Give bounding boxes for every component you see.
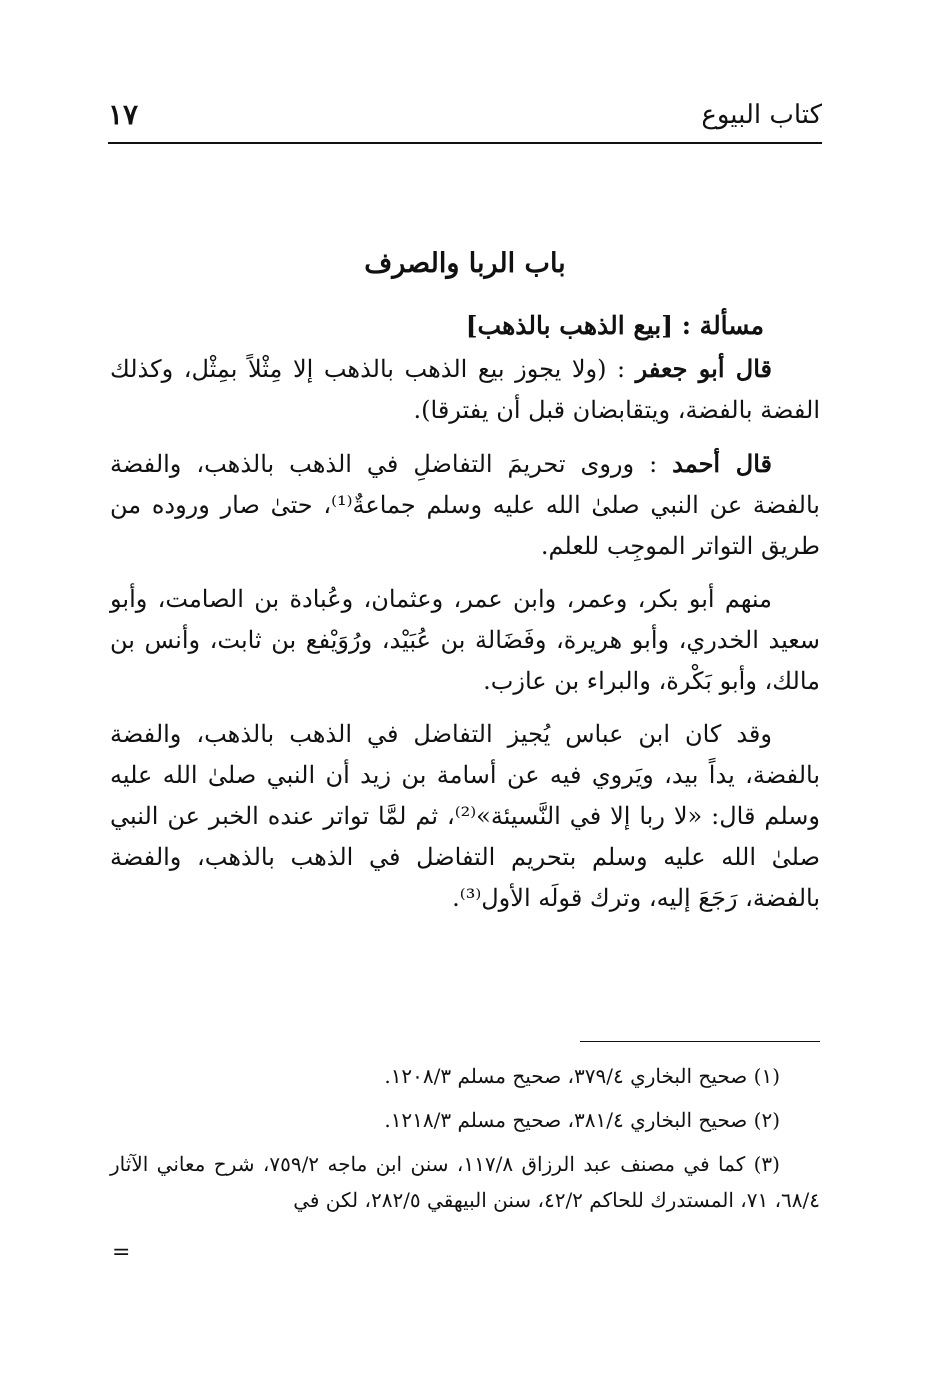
footnotes — [110, 1058, 820, 1226]
continuation-mark: = — [112, 1240, 131, 1265]
footnote: (٣) كما في مصنف عبد الرزاق ١١٧/٨، سنن ابن ماجه ٧٥٩/٢، شرح معاني الآثار ٦٨/٤، ٧١، المستدرك للحاكم ٤٢/٢، سنن البيهقي ٢٨٢/٥، لكن في — [110, 1152, 820, 1212]
footnote-divider — [580, 1041, 820, 1042]
paragraph-text: منهم أبو بكر، وعمر، وابن عمر، وعثمان، وعُبادة بن الصامت، وأبو سعيد الخدري، وأبو هريرة، وفَضَالة بن عُبَيْد، ورُوَيْفع بن ثابت، وأنس بن مالك، وأبو بَكْرة، والبراء بن عازب. — [110, 585, 820, 695]
main-text — [110, 248, 820, 931]
paragraph — [110, 443, 820, 567]
chapter-title: باب الربا والصرف — [364, 248, 566, 279]
speaker-label: قال أبو جعفر — [635, 354, 772, 383]
paragraph-text: : وروى تحريمَ التفاضلِ في الذهب بالذهب، والفضة بالفضة عن النبي صلىٰ الله عليه وسلم جماعةٌ⁽¹⁾، حتىٰ صار وروده من طريق التواتر الموجِب للعلم. — [110, 450, 820, 560]
paragraph — [110, 348, 820, 431]
paragraph — [110, 579, 820, 702]
speaker-label: قال أحمد — [672, 449, 772, 478]
paragraph — [110, 714, 820, 919]
running-title: كتاب البيوع — [701, 100, 822, 130]
footnote: (١) صحيح البخاري ٣٧٩/٤، صحيح مسلم ١٢٠٨/٣. — [384, 1064, 780, 1088]
paragraph-text: وقد كان ابن عباس يُجيز التفاضل في الذهب بالذهب، والفضة بالفضة، يداً بيد، ويَروي فيه عن أسامة بن زيد أن النبي صلىٰ الله عليه وسلم قال: «لا ربا إلا في النَّسيئة»⁽²⁾، ثم لمَّا تواتر عنده الخبر عن النبي صلىٰ الله عليه وسلم بتحريم التفاضل في الذهب بالذهب، والفضة بالفضة، رَجَعَ إليه، وترك قولَه الأول⁽³⁾. — [110, 720, 820, 912]
page-number: ١٧ — [108, 98, 139, 131]
page-header — [108, 96, 822, 140]
header-divider — [108, 142, 822, 144]
issue-heading: مسألة : [بيع الذهب بالذهب] — [465, 311, 764, 340]
footnote: (٢) صحيح البخاري ٣٨١/٤، صحيح مسلم ١٢١٨/٣. — [384, 1108, 780, 1132]
paragraph-text: : (ولا يجوز بيع الذهب بالذهب إلا مِثْلاً بمِثْل، وكذلك الفضة بالفضة، ويتقابضان قبل أن يفترقا). — [110, 355, 820, 424]
